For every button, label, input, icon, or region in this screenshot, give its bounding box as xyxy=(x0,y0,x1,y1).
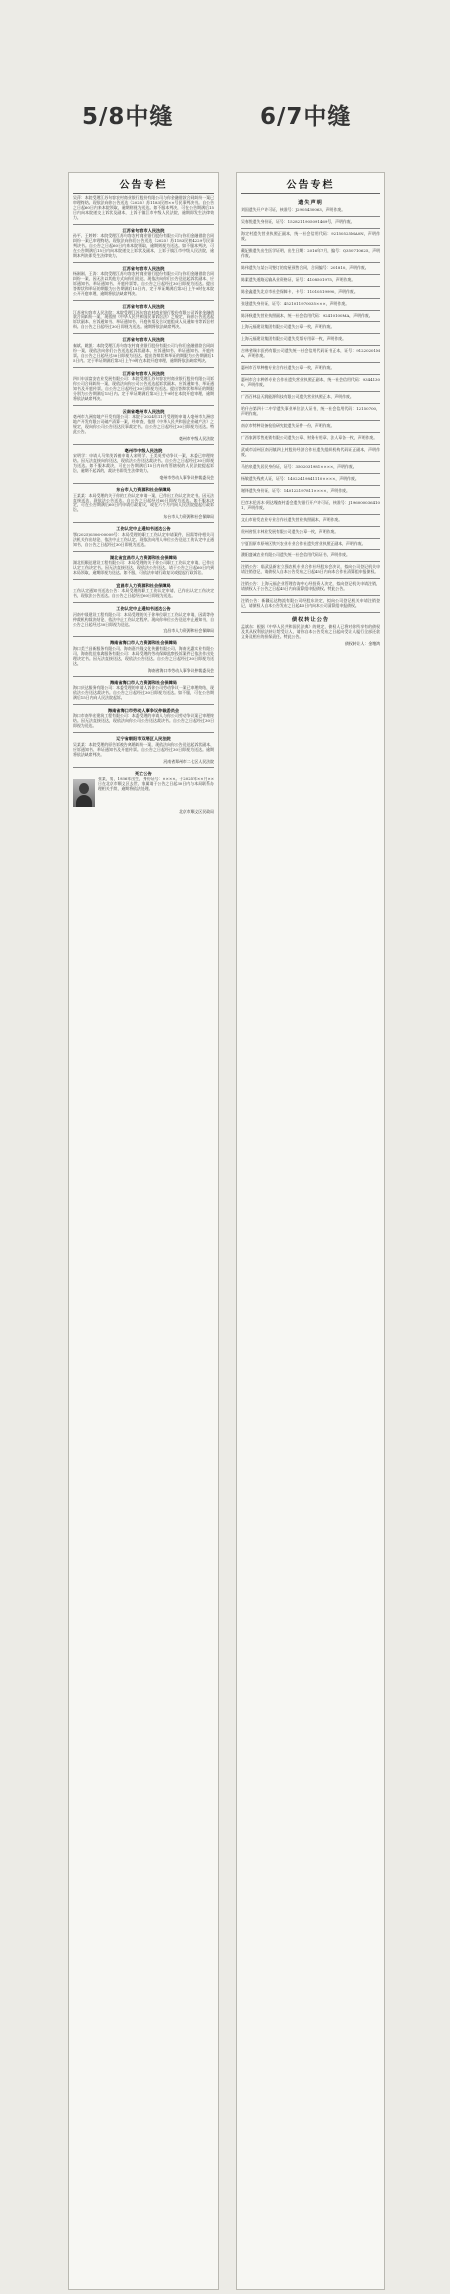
notice-block xyxy=(73,409,214,441)
notice-title: 东台市人力资源和社会保障局 xyxy=(116,487,171,493)
notice-signature: 东台市人力资源和社会保障局 xyxy=(163,514,214,520)
notice-text: 惠州市合丰种养专业合作社遗失营业执照正副本，统一社会信用代码：93441300，声明作废。 xyxy=(241,377,380,388)
notice-block xyxy=(73,583,214,599)
notice-signature: 债权转让人：金塘鸿 xyxy=(344,640,380,646)
notice-text: 武威市凉州区南河镇四上村股份经济合作社遗失组织机构代码证正副本，声明作废。 xyxy=(241,446,380,457)
notice-text: 陈金鑫遗失北京市社会保障卡，卡号：11010519990，声明作废。 xyxy=(241,288,358,294)
notice-block xyxy=(241,325,380,330)
notice-block xyxy=(241,465,380,470)
notice-block xyxy=(241,542,380,547)
divider xyxy=(73,704,214,705)
notice-block xyxy=(73,555,214,576)
notice-text: 宋明学：申请人马荣茂诉被申请人宋明学、王美英劳动争议一案，本委已审理终结。因无法直接向你送达，现依法公告送达裁决书。自公告之日起经过30日即视为送达。如不服本裁决，可在公告期满后15日内向有管辖权的人民法院提起诉讼，逾期不起诉的，裁决书即发生法律效力。 xyxy=(73,453,214,474)
notice-block xyxy=(73,266,214,297)
divider xyxy=(241,461,380,462)
notice-text: 谢铎遗失身份证，证号：140122197811××××，声明作废。 xyxy=(241,487,350,493)
notice-title: 工伤认定中止通知书送达公告 xyxy=(116,526,171,532)
notice-text: 河南中晟建设工程有限公司：本局受理的关于你单位职工工伤认定申请，因需等待仲裁机构裁决结论，依法中止工伤认定程序。现向你单位公告送达中止通知书，自公告之日起经过30日即视为送达。 xyxy=(73,611,214,627)
divider xyxy=(241,274,380,275)
notice-block xyxy=(241,314,380,319)
notice-text: 吴春悦遗失身份证，证号：1528211905091469号，声明作废。 xyxy=(241,218,355,224)
notice-block xyxy=(241,249,380,259)
divider xyxy=(73,367,214,368)
notice-block xyxy=(73,606,214,633)
notice-text: 亳州市九洲房地产开发有限公司：本院于2024年11月受理的申请人亳州市九洲房地产开发有限公司破产清算一案，经审查，依照《中华人民共和国企业破产法》之规定，现向你公司公告送达民事裁定书。自公告之日起经过30日即视为送达。特此公告。 xyxy=(73,414,214,434)
notice-title: 江苏省句容市人民法院 xyxy=(122,265,165,271)
notice-text: 海口美兰昌新服务有限公司、海南嘉兴隆文化传播有限公司、海南光惠实业有限公司、海南优佳家禽服务有限公司：本局受理的劳动保障监察投诉案件已依法作出处理决定书。因无法直接送达，现依法公告送达。自公告之日起经过30日即视为送达。 xyxy=(73,645,214,666)
divider xyxy=(241,578,380,579)
notice-text: 孙平、王婷婷：本院受理江苏句容农村商业银行股份有限公司与你们金融借款合同纠纷一案已审理终结。现依法向你们公告送达（2025）苏1183民初4229号民事判决书。自公告之日起60日内来本院领取，逾期则视为送达。如不服本判决，可在公告期满后15日内向本院递交上诉状及副本，上诉于镇江市中级人民法院，逾期本判决即发生法律效力。 xyxy=(73,233,214,258)
notice-block xyxy=(241,407,380,417)
divider xyxy=(73,767,214,768)
divider xyxy=(241,391,380,392)
notice-block xyxy=(73,708,214,729)
notice-block xyxy=(241,489,380,494)
notice-block xyxy=(241,477,380,482)
divider xyxy=(241,432,380,433)
column-body xyxy=(69,194,218,819)
notice-text: 江苏省句容市人民法院：本院受理江苏句容农村商业银行股份有限公司诉你金融借款合同纠纷一案，现依照《中华人民共和国民事诉讼法》之规定，向你公告送达起诉状副本、应诉通知书、举证通知书、开庭传票及合议庭组成人员通知书等诉讼材料。自公告之日起经过30日即视为送达。逾期将依法缺席判决。 xyxy=(73,309,214,330)
notice-text: 广西百林县天润能源科技有限公司遗失营业执照正本，声明作废。 xyxy=(241,394,354,400)
notice-signature: 海南省海口市劳动人事争议仲裁委员会 xyxy=(147,667,214,673)
notice-signature: 宜昌市人力资源和社会保障局 xyxy=(163,628,214,634)
divider xyxy=(241,538,380,539)
divider xyxy=(241,228,380,229)
notice-block xyxy=(241,232,380,242)
divider xyxy=(241,497,380,498)
notice-block xyxy=(241,424,380,429)
divider xyxy=(73,300,214,301)
divider xyxy=(241,321,380,322)
notice-block xyxy=(241,553,380,558)
death-notice xyxy=(73,771,214,814)
notice-text: 戴妃雅遗失出生医学证明，出生日期：2016年7月，编号：Q350710625，声明作废。 xyxy=(241,247,380,258)
notice-text: 杨敏遗失残疾人证，证号：14022419841110××××，声明作废。 xyxy=(241,475,359,481)
divider xyxy=(241,362,380,363)
portrait-photo xyxy=(73,779,95,807)
notice-text: 吴萍：本院受理江苏句容农村商业银行股份有限公司与你金融借款合同纠纷一案已审理终结。现依法向你公告送达（2025）苏1183民初××号民事判决书。自公告之日起60日内来本院领取，逾期则视为送达。如不服本判决，可在公告期满后15日内向本院递交上诉状及副本，上诉于镇江市中级人民法院，逾期即发生法律效力。 xyxy=(73,195,214,220)
notice-block xyxy=(241,337,380,342)
notice-text: 惠州市百草种植专业合作社遗失公章一枚，声明作废。 xyxy=(241,365,335,371)
notice-block xyxy=(241,501,380,511)
notice-block xyxy=(241,448,380,458)
notice-title: 亳州市中级人民法院 xyxy=(124,447,163,453)
notice-block xyxy=(241,625,380,646)
notice-text: 陈泽秋遗失营业执照副本，统一社会信用代码：92410100MA，声明作废。 xyxy=(241,312,373,318)
notice-title: 辽宁省朝阳市双塔区人民法院 xyxy=(116,736,171,742)
notice-block xyxy=(241,208,380,213)
notice-block xyxy=(73,526,214,547)
notice-signature: 北京市顺义区民政局 xyxy=(178,808,214,814)
notice-block xyxy=(241,278,380,283)
divider xyxy=(241,514,380,515)
notice-text: 海口市南华宏建筑工程有限公司：本委受理的申请人与你公司劳动争议案已审理终结。因无法直接送达，现依法向你公司公告送达裁决书。自公告之日起经过30日即视为送达。 xyxy=(73,713,214,729)
section-heading: 遗失声明 xyxy=(298,200,323,206)
notice-text: 王某某：本局受理的关于你的工伤认定申请一案，已作出工伤认定决定书。因无法直接送达，现依法公告送达。自公告之日起经过60日即视为送达。如不服本决定，可在公告期满后60日内申请行政复议，或在六个月内向人民法院提起行政诉讼。 xyxy=(73,492,214,513)
divider xyxy=(73,551,214,552)
notice-text: 宁夏固原市原州区铁兴农业专业合作社遗失营业执照正副本，声明作废。 xyxy=(241,540,366,546)
notice-text: 南京市特种设备检验研究院遗失证件一份，声明作废。 xyxy=(241,423,335,429)
divider xyxy=(241,345,380,346)
notice-title: 海南省海口市人力资源和社会保障局 xyxy=(109,640,177,646)
notice-column-left xyxy=(68,172,219,2290)
notice-text: 刘国遗失开户许可证，核准号：J2905430063，声明作废。 xyxy=(241,207,346,212)
divider xyxy=(73,522,214,523)
notice-column-right xyxy=(236,172,385,2290)
notice-title: 海南省海口市劳动人事争议仲裁委员会 xyxy=(107,707,180,713)
notice-text: 巴彦木伦苏木·阿达嘎查村委会遗失银行开户许可证，核准号：J1960000364101，声明作废。 xyxy=(241,499,380,510)
notice-block xyxy=(241,530,380,535)
notice-block xyxy=(241,290,380,295)
notice-text: 广西家源零售连锁有限公司遗失公章、财务专用章、法人章各一枚，声明作废。 xyxy=(241,434,378,440)
divider xyxy=(241,595,380,596)
divider xyxy=(73,676,214,677)
notice-text: 马怡泉遗失居民身份证，证号：3502031981××××，声明作废。 xyxy=(241,463,357,469)
notice-block xyxy=(73,337,214,363)
notice-block xyxy=(241,599,380,609)
notice-text: 注销公告：上海元福企业管理咨询中心经投资人决定，拟向登记机关申请注销，请债权人于公告之日起45日内向清算组申报债权。特此公告。 xyxy=(241,581,380,592)
divider xyxy=(241,561,380,562)
notice-text: 工伤认定通知书送达公告：本局受理的职工工伤认定申请，已作出认定工伤决定书，现依法公告送达。自公告之日起经过60日即视为送达。 xyxy=(73,588,214,599)
divider xyxy=(241,216,380,217)
notice-text: 陈伟遗失与某公司签订的房屋预售合同，合同编号：201810，声明作废。 xyxy=(241,264,369,270)
notice-text: 上海元福建设集团有限公司遗失发票专用章一枚，声明作废。 xyxy=(241,336,347,342)
notice-block xyxy=(241,220,380,225)
notice-block xyxy=(73,228,214,259)
divider xyxy=(241,526,380,527)
column-header: 公告专栏 xyxy=(73,173,214,194)
divider xyxy=(73,333,214,334)
divider xyxy=(241,549,380,550)
notice-text: 张某，男，1936年出生，身份证号：××××。于2025年××月××日在北京市顺义区去世，家属请于公告之日起30日内与本局联系办理相关手续，逾期将依法处理。 xyxy=(98,776,214,791)
notice-text: 濮阳盛诚农业有限公司遗失统一社会信用代码证书，声明作废。 xyxy=(241,552,350,558)
notice-title: 海南省海口市人力资源和社会保障局 xyxy=(109,679,177,685)
divider xyxy=(241,612,380,613)
notice-text: 注销公告：临武县新宏立强农机专业合作社经股东会决议，拟向公司登记机关申请注销登记，请债权人自本公告发布之日起45日内向本合作社清算组申报债权。 xyxy=(241,564,380,575)
divider xyxy=(241,420,380,421)
divider xyxy=(241,245,380,246)
notice-block xyxy=(73,448,214,480)
divider xyxy=(241,403,380,404)
page-title-left: 5/8中缝 xyxy=(82,104,174,130)
notice-text: 上海元福建设集团有限公司遗失公章一枚，声明作废。 xyxy=(241,324,335,330)
notice-text: 文山市裕发农业专业合作社遗失营业执照副本，声明作废。 xyxy=(241,516,343,522)
notice-title: 湖北省宜昌市人力资源和社会保障局 xyxy=(109,554,177,560)
notice-signature: 亳州市劳动人事争议仲裁委员会 xyxy=(159,475,214,481)
divider xyxy=(73,579,214,580)
notice-text: 海定村遗失营业执照正副本，统一社会信用代码：92150525MA0N，声明作废。 xyxy=(241,230,380,241)
divider xyxy=(73,483,214,484)
divider xyxy=(241,374,380,375)
divider xyxy=(241,262,380,263)
notice-block xyxy=(241,302,380,307)
notice-signature: 河南省郑州市二七区人民法院 xyxy=(163,758,214,764)
notice-title: 死亡公告 xyxy=(135,770,152,776)
notice-text: 张建遗失身份证，证号：4521011970035×××，声明作废。 xyxy=(241,300,350,306)
notice-title: 江苏省句容市人民法院 xyxy=(122,304,165,310)
notice-block xyxy=(241,366,380,371)
notice-block xyxy=(241,349,380,359)
divider xyxy=(241,286,380,287)
notice-text: 哈什台第四十二中学遗失事业单位法人证书，统一社会信用代码：12150700，声明作废。 xyxy=(241,406,380,417)
divider xyxy=(73,224,214,225)
divider xyxy=(241,333,380,334)
notice-block xyxy=(241,395,380,400)
notice-text: 四川申凉富安农业发展有限公司：本院受理江苏句容农村商业银行股份有限公司诉你公司合同纠纷一案，现依法向你公司公告送达起诉状副本、应诉通知书、举证通知书及开庭传票。自公告之日起经过30日即视为送达。提出答辩状和举证的期限分别为公告期满后15日内。定于举证期满后第3日上午9时在本院开庭审理，逾期将依法缺席判决。 xyxy=(73,375,214,401)
notice-text: 杨刚刚、王涛：本院受理江苏句容农村商业银行股份有限公司与你们金融借款合同纠纷一案，因无法以其他方式向你们送达，现依法向你们公告送达起诉状副本、应诉通知书、举证通知书、开庭传票等。自公告之日起经过30日即视为送达。提出答辩状和举证的期限为公告期满后15日内，定于举证期满后第3日上午9时在本院公开开庭审理，逾期将依法缺席判决。 xyxy=(73,271,214,297)
column-header: 公告专栏 xyxy=(241,173,380,194)
notice-text: 注销公告：新疆运达物流有限公司经股东决定，拟向公司登记机关申请注销登记，请债权人自本公告发布之日起45日内向本公司清算组申报债权。 xyxy=(241,598,380,609)
divider xyxy=(241,444,380,445)
notice-title: 江苏省句容市人民法院 xyxy=(122,227,165,233)
divider xyxy=(73,405,214,406)
divider xyxy=(73,444,214,445)
notice-title: 江苏省句容市人民法院 xyxy=(122,370,165,376)
notice-block xyxy=(73,371,214,402)
notice-signature: 亳州市中级人民法院 xyxy=(178,435,214,441)
divider xyxy=(73,636,214,637)
notice-block xyxy=(241,266,380,271)
page-title-right: 6/7中缝 xyxy=(260,104,352,130)
notice-block xyxy=(73,680,214,701)
notice-text: 湖北恒顺达建设工程有限公司：本局受理的关于你公司职工工伤认定申请，已作出认定工伤决定书。因无法直接送达，现依法公告送达。请于公告之日起60日内到本局领取，逾期即视为送达。如不服，可依法申请行政复议或提起行政诉讼。 xyxy=(73,560,214,575)
notice-block xyxy=(241,582,380,592)
notice-text: 陈素遗失道路运输从业资格证，证号：4108501975，声明作废。 xyxy=(241,276,356,282)
divider xyxy=(73,262,214,263)
notice-block xyxy=(241,518,380,523)
divider xyxy=(73,602,214,603)
notice-block xyxy=(241,565,380,575)
notice-block xyxy=(73,736,214,763)
notice-title: 宜昌市人力资源和社会保障局 xyxy=(116,582,171,588)
notice-block xyxy=(73,487,214,519)
column-body xyxy=(237,194,384,651)
notice-text: 孟斌东：根据《中华人民共和国民法典》的规定，债权人已将对你所享有的债权及其从权利依法转让给受让人，请你自本公告发布之日起向受让人履行全部还款义务及相应的担保责任。特此公告。 xyxy=(241,624,380,640)
notice-block xyxy=(73,640,214,672)
divider xyxy=(241,298,380,299)
section-heading: 债权转让公告 xyxy=(291,617,330,624)
notice-text: 吴某某：本院受理的原告诉被告离婚纠纷一案，现依法向你公告送达起诉状副本、应诉通知书、举证通知书及开庭传票。自公告之日起经过30日即视为送达。逾期将依法缺席判决。 xyxy=(73,741,214,757)
notice-block xyxy=(73,304,214,330)
divider xyxy=(241,473,380,474)
divider xyxy=(241,485,380,486)
divider xyxy=(241,310,380,311)
divider xyxy=(73,732,214,733)
notice-title: 工伤认定中止通知书送达公告 xyxy=(116,606,171,612)
notice-text: 吉林省瑞丰医药有限公司遗失统一社会信用代码证书正本，证号：91220201MA，声明作废。 xyxy=(241,348,380,359)
notice-title: 江苏省句容市人民法院 xyxy=(122,337,165,343)
notice-text: 贵州省恒丰林业发展有限公司遗失公章一枚，声明作废。 xyxy=(241,528,339,534)
notice-title: 云南省亳州市人民法院 xyxy=(122,408,165,414)
notice-text: 秦斌、姚凯：本院受理江苏句容农村商业银行股份有限公司与你们金融借款合同纠纷一案，现依法向你们公告送达起诉状副本、应诉通知书、举证通知书、开庭传票。自公告之日起经过30日即视为送达。提出答辩状和举证的期限为公告期满后15日内。定于举证期满后第3日上午9时在本院开庭审理，逾期将依法缺席判决。 xyxy=(73,342,214,363)
notice-block xyxy=(241,378,380,388)
notice-text: 鄂(2025)0306-00009号：本局受理的职工工伤认定申请案件，因需等待相关司法机关作出结论，依法中止工伤认定。现依法向用人单位公告送达工伤认定中止通知书，自公告之日起经过30日即视为送达。 xyxy=(73,531,214,547)
notice-block xyxy=(241,436,380,441)
notice-text: 海口庆达服务有限公司：本委受理的申请人诉你公司劳动争议一案已审理终结，现依法公告送达裁决书。自公告之日起经过30日即视为送达。如不服，可在公告期满后15日内向人民法院起诉。 xyxy=(73,685,214,701)
death-notice-body xyxy=(73,777,214,808)
notice-block xyxy=(73,196,214,221)
